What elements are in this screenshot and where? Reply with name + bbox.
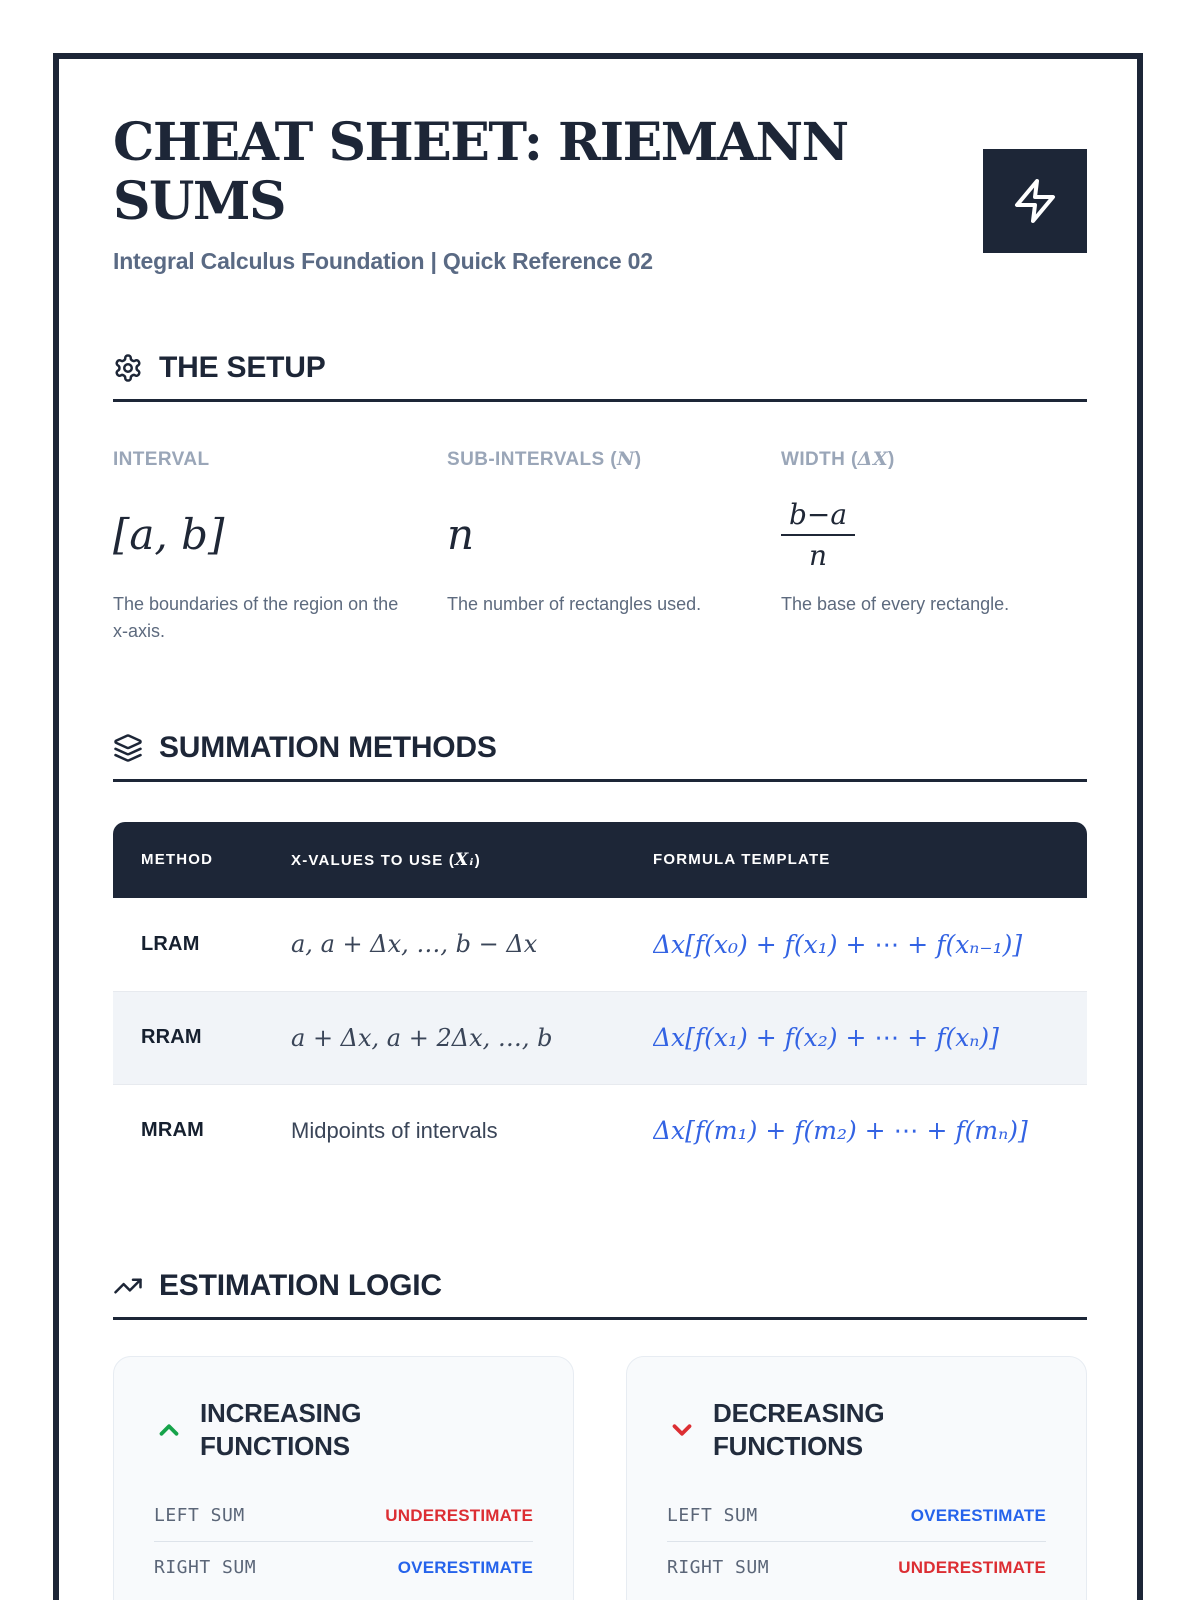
method-formula: Δx[f(x₀) + f(x₁) + ⋯ + f(xₙ₋₁)] [653, 929, 1023, 959]
cheat-sheet-page [53, 53, 1143, 1600]
method-formula: Δx[f(m₁) + f(m₂) + ⋯ + f(mₙ)] [653, 1116, 1028, 1146]
method-xvalues: a + Δx, a + 2Δx, …, b [291, 1023, 553, 1052]
logic-row-right-sum [667, 1541, 1046, 1593]
section-estimation-title: ESTIMATION LOGIC [159, 1268, 442, 1302]
card-head [154, 1397, 533, 1465]
page-subtitle: Integral Calculus Foundation | Quick Reference 02 [113, 247, 653, 274]
column-header-method: METHOD [141, 851, 214, 869]
logic-row-left-sum [154, 1490, 533, 1541]
card-head [667, 1397, 1046, 1465]
section-divider [113, 399, 1087, 402]
card-title: DECREASING FUNCTIONS [713, 1397, 885, 1462]
fraction [781, 497, 855, 573]
logic-row-label: LEFT SUM [667, 1505, 758, 1527]
setup-item-desc: The base of every rectangle. [781, 593, 1010, 614]
fraction-denominator: n [809, 538, 828, 572]
card-rows [667, 1490, 1046, 1593]
subintervals-formula: n [447, 510, 475, 560]
method-name: MRAM [141, 1119, 205, 1142]
card-rows [154, 1490, 533, 1593]
logic-row-value: UNDERESTIMATE [898, 1557, 1046, 1577]
setup-item-width [781, 448, 1087, 645]
logic-row-value: OVERESTIMATE [910, 1505, 1046, 1525]
fraction-numerator: b−a [781, 497, 855, 536]
method-name: RRAM [141, 1026, 202, 1049]
chevron-up-icon [154, 1415, 184, 1445]
logic-row-left-sum [667, 1490, 1046, 1541]
section-methods-head [113, 731, 1087, 765]
section-divider [113, 779, 1087, 782]
column-header-formula: FORMULA TEMPLATE [653, 851, 831, 869]
table-row-mram [113, 1084, 1087, 1177]
card-increasing-functions [113, 1356, 574, 1600]
section-setup-title: THE SETUP [159, 350, 326, 384]
table-row-rram [113, 991, 1087, 1084]
card-decreasing-functions [626, 1356, 1087, 1600]
methods-table [113, 822, 1087, 1177]
setup-item-label: SUB-INTERVALS (N) [447, 447, 642, 470]
trending-up-icon [113, 1271, 143, 1301]
setup-item-label: INTERVAL [113, 448, 210, 470]
logo-badge [983, 149, 1087, 253]
gear-icon [113, 353, 143, 383]
setup-item-interval [113, 448, 419, 645]
zap-icon [1011, 177, 1059, 225]
table-row-lram [113, 898, 1087, 991]
setup-item-label: WIDTH (ΔX) [781, 447, 895, 470]
section-methods [113, 731, 1087, 1177]
card-title: INCREASING FUNCTIONS [200, 1397, 362, 1462]
setup-item-subintervals [447, 448, 753, 645]
estimation-cards [113, 1356, 1087, 1600]
method-name: LRAM [141, 932, 200, 955]
section-setup [113, 351, 1087, 645]
page-header-text [113, 113, 913, 275]
section-estimation-head [113, 1269, 1087, 1303]
method-xvalues: a, a + Δx, …, b − Δx [291, 930, 538, 959]
logic-row-value: UNDERESTIMATE [385, 1505, 533, 1525]
page-title: CHEAT SHEET: RIEMANN SUMS [113, 112, 848, 233]
page-header [113, 113, 1087, 275]
width-formula [781, 485, 1087, 585]
methods-table-header [113, 822, 1087, 898]
logic-row-label: RIGHT SUM [154, 1557, 257, 1579]
section-methods-title: SUMMATION METHODS [159, 730, 497, 764]
logic-row-label: RIGHT SUM [667, 1557, 770, 1579]
logic-row-right-sum [154, 1541, 533, 1593]
setup-grid [113, 448, 1087, 645]
logic-row-label: LEFT SUM [154, 1505, 245, 1527]
section-estimation [113, 1269, 1087, 1600]
section-setup-head [113, 351, 1087, 385]
setup-item-desc: The number of rectangles used. [447, 593, 702, 614]
setup-item-desc: The boundaries of the region on the x-axis. [113, 593, 399, 641]
interval-formula: [a, b] [113, 510, 225, 560]
logic-row-value: OVERESTIMATE [397, 1557, 533, 1577]
method-xvalues: Midpoints of intervals [291, 1117, 498, 1143]
chevron-down-icon [667, 1415, 697, 1445]
layers-icon [113, 733, 143, 763]
method-formula: Δx[f(x₁) + f(x₂) + ⋯ + f(xₙ)] [653, 1023, 999, 1053]
column-header-xvalues: X-VALUES TO USE (Xᵢ) [291, 849, 481, 870]
section-divider [113, 1317, 1087, 1320]
